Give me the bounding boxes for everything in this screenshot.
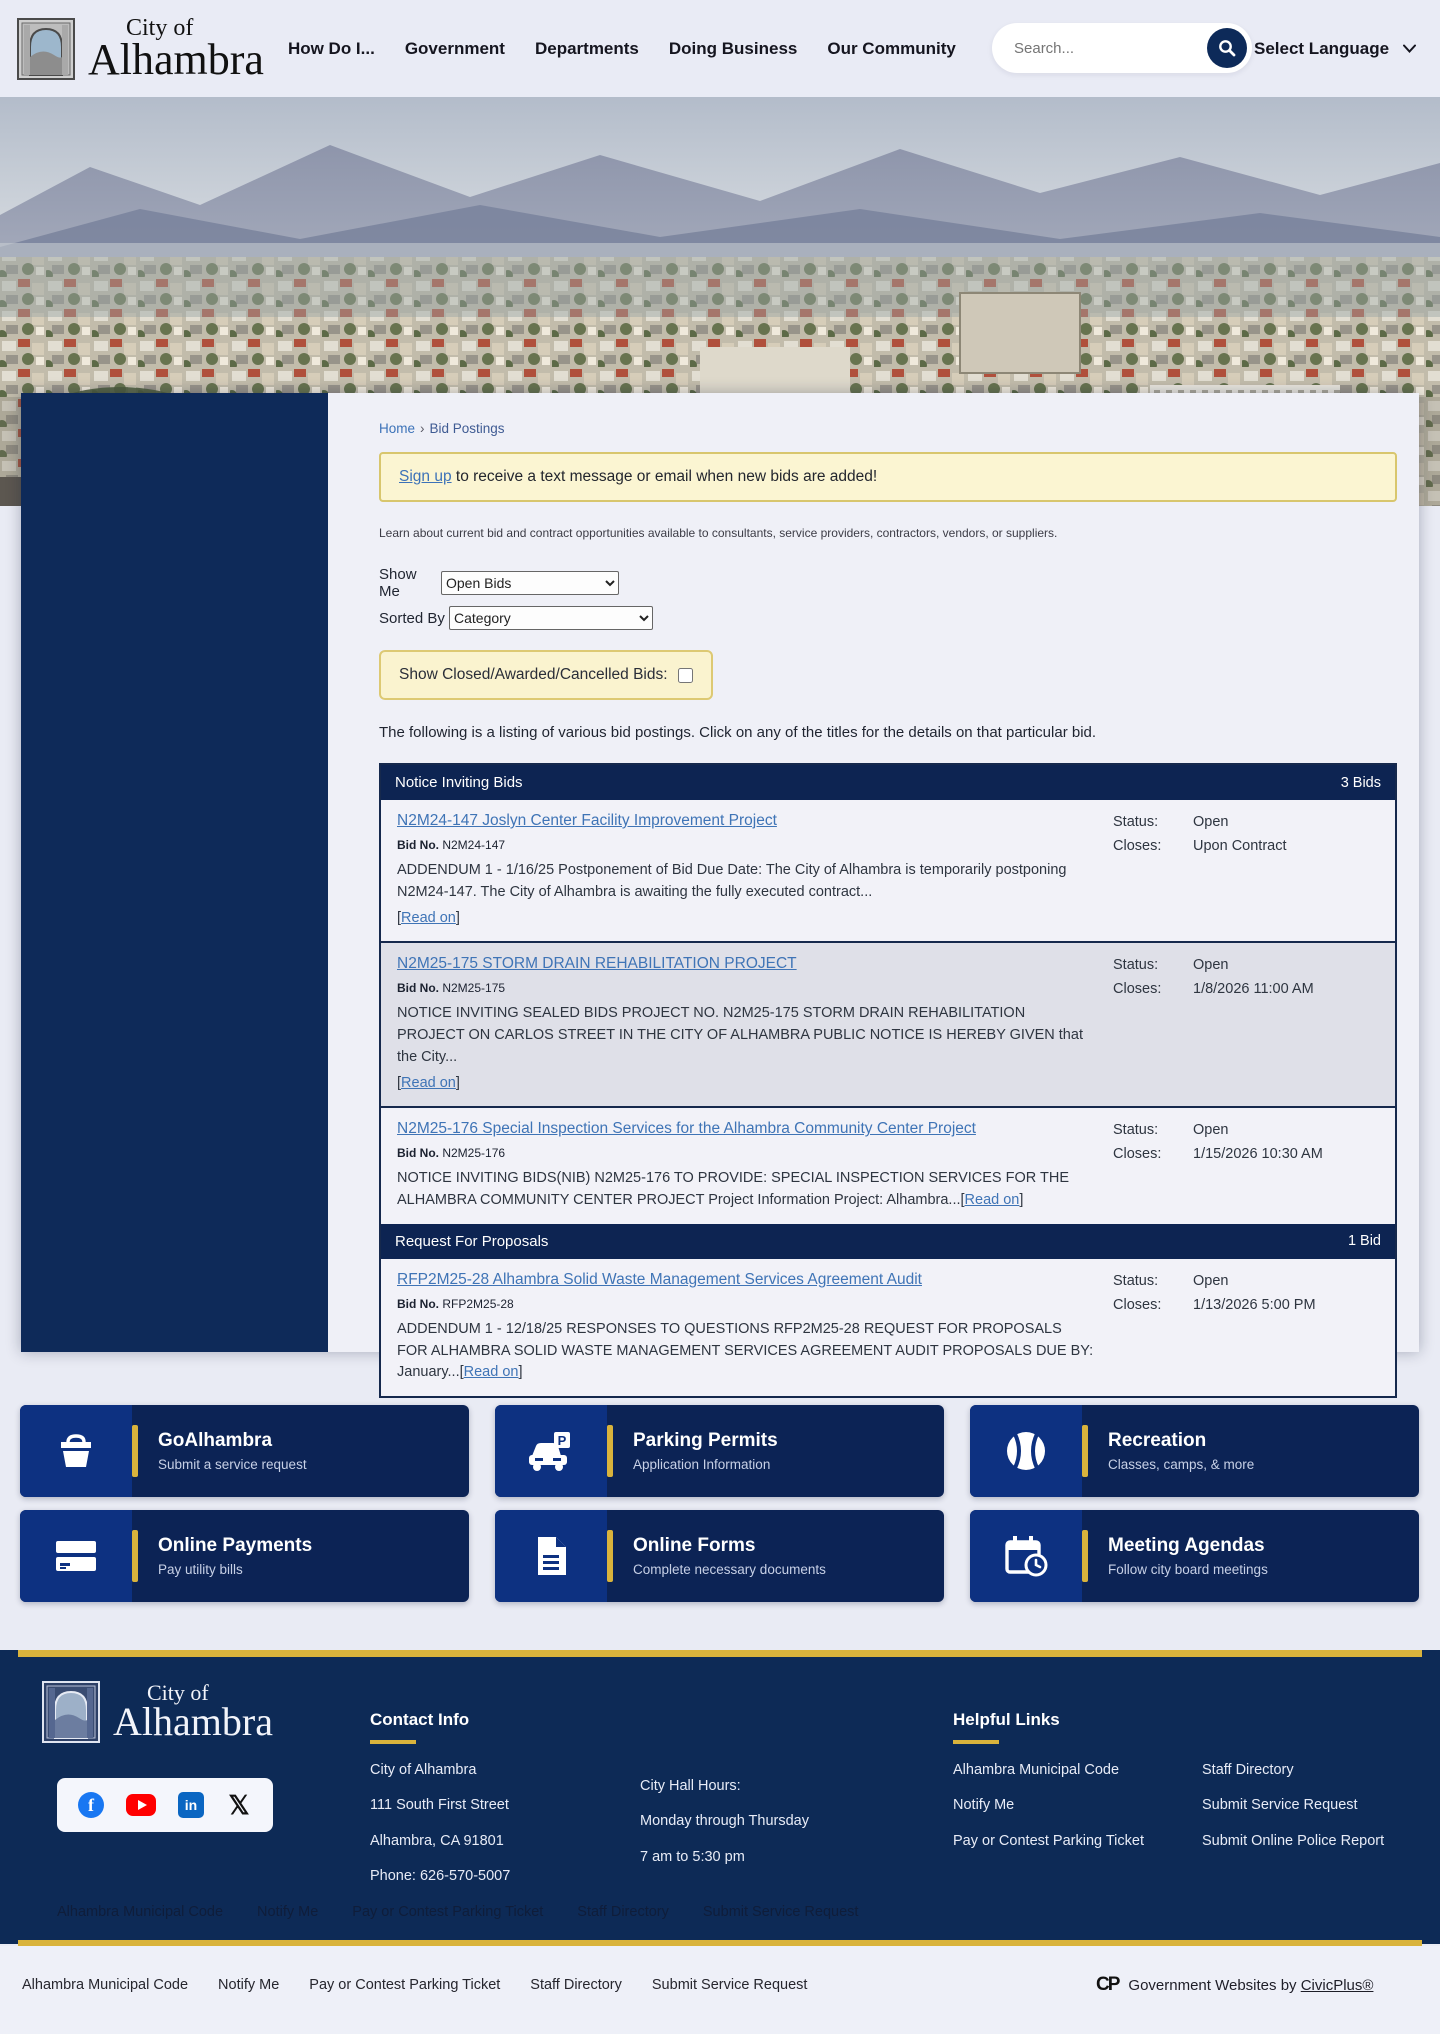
civicplus-credit (1096, 1974, 1373, 1996)
bid-number (397, 1146, 1095, 1160)
hours-line: 7 am to 5:30 pm (640, 1848, 745, 1865)
bid-info (397, 1120, 1113, 1212)
alhambra-arch-icon (14, 17, 78, 81)
bottom-bar-links (22, 1977, 807, 1993)
bid-number (397, 981, 1095, 995)
status-value: Open (1193, 1272, 1229, 1289)
tile-icon-panel (495, 1510, 607, 1602)
breadcrumb-home-link[interactable]: Home (379, 421, 416, 436)
bid-table (379, 763, 1397, 1398)
utility-link-service-request[interactable]: Submit Service Request (702, 1904, 859, 1920)
bottom-link-municipal-code[interactable]: Alhambra Municipal Code (22, 1977, 189, 1993)
status-label: Status: (1113, 1272, 1159, 1289)
search-button[interactable] (1207, 28, 1247, 68)
tile-goalhambra[interactable] (20, 1405, 469, 1497)
tile-icon-panel (20, 1510, 132, 1602)
bottom-link-staff-directory[interactable]: Staff Directory (530, 1977, 622, 1993)
civicplus-link[interactable]: CivicPlus® (1300, 1976, 1374, 1994)
bid-status-block (1113, 812, 1381, 929)
language-selector[interactable] (1254, 0, 1416, 97)
logo-alhambra: Alhambra (88, 34, 264, 84)
bottom-link-service-request[interactable]: Submit Service Request (651, 1977, 808, 1993)
section-bid-count: 1 Bid (1347, 1233, 1381, 1250)
section-title: Notice Inviting Bids (395, 774, 523, 791)
status-value: Open (1193, 814, 1229, 830)
tile-parking-permits[interactable] (495, 1405, 944, 1497)
calendar-clock-icon (1002, 1533, 1050, 1579)
footer-link-police-report[interactable]: Submit Online Police Report (1202, 1832, 1385, 1849)
tile-meeting-agendas[interactable] (970, 1510, 1419, 1602)
footer-utility-links (57, 1904, 858, 1920)
show-me-row (379, 566, 1397, 600)
baseball-icon (1003, 1428, 1049, 1474)
status-label: Status: (1113, 957, 1159, 974)
gold-accent-bar (132, 1530, 138, 1582)
footer-link-notify-me[interactable]: Notify Me (953, 1797, 1015, 1814)
bid-no-label: Bid No. (397, 1146, 439, 1161)
footer-logo-text (113, 1682, 273, 1742)
bid-title-link[interactable]: N2M24-147 Joslyn Center Facility Improvement Project (397, 812, 777, 829)
show-me-select[interactable] (441, 571, 619, 595)
section-header-request-for-proposals (381, 1224, 1395, 1259)
bid-no-label: Bid No. (397, 838, 439, 852)
bid-title-link[interactable]: RFP2M25-28 Alhambra Solid Waste Management Services Agreement Audit (397, 1270, 922, 1288)
bid-status-block (1113, 1271, 1381, 1384)
bid-no-label: Bid No. (397, 981, 439, 996)
status-value: Open (1193, 957, 1229, 974)
bid-no-value: RFP2M25-28 (442, 1296, 514, 1311)
tile-subtitle: Application Information (633, 1457, 771, 1472)
utility-link-staff-directory[interactable]: Staff Directory (577, 1904, 669, 1920)
closes-label: Closes: (1113, 1296, 1162, 1313)
contact-line: 111 South First Street (370, 1797, 509, 1814)
sorted-by-label: Sorted By (379, 609, 445, 627)
main-content (328, 393, 1419, 1381)
x-twitter-icon[interactable]: 𝕏 (228, 1789, 250, 1820)
closes-label: Closes: (1113, 981, 1162, 998)
bid-row (381, 941, 1395, 1106)
bid-number (397, 838, 1095, 852)
bid-row (381, 800, 1395, 941)
footer-link-parking-ticket[interactable]: Pay or Contest Parking Ticket (953, 1832, 1144, 1849)
civicplus-cp-icon: CP (1096, 1974, 1119, 1995)
tile-title: Online Payments (158, 1535, 313, 1556)
social-links (57, 1778, 273, 1832)
nav-how-do-i[interactable]: How Do I... (287, 38, 375, 58)
footer-link-municipal-code[interactable]: Alhambra Municipal Code (953, 1762, 1120, 1778)
sorted-by-row (379, 606, 1397, 630)
tile-subtitle: Follow city board meetings (1108, 1562, 1268, 1577)
footer-hours-column (640, 1776, 809, 1882)
search-bar (992, 23, 1252, 73)
bid-title-link[interactable]: N2M25-175 STORM DRAIN REHABILITATION PROJECT (397, 955, 797, 973)
show-closed-bids-label: Show Closed/Awarded/Cancelled Bids: (399, 666, 668, 683)
tile-title: Meeting Agendas (1108, 1535, 1265, 1556)
site-logo[interactable] (14, 16, 264, 82)
helpful-links-heading: Helpful Links (953, 1710, 1060, 1729)
tile-subtitle: Classes, camps, & more (1108, 1457, 1255, 1472)
footer-link-staff-directory[interactable]: Staff Directory (1202, 1762, 1294, 1778)
breadcrumb-separator: › (420, 421, 425, 436)
bottom-link-notify-me[interactable]: Notify Me (218, 1977, 280, 1993)
bid-no-label: Bid No. (397, 1296, 439, 1311)
logo-city-of: City of (126, 14, 194, 41)
search-icon (1218, 39, 1236, 57)
footer-helpful-links-column (953, 1710, 1384, 1866)
closes-value: 1/13/2026 5:00 PM (1193, 1296, 1316, 1313)
bid-no-value: N2M25-175 (442, 981, 506, 996)
hours-line: Monday through Thursday (640, 1813, 810, 1830)
linkedin-icon[interactable]: in (178, 1792, 204, 1818)
bid-no-value: N2M24-147 (442, 838, 506, 852)
tile-icon-panel (20, 1405, 132, 1497)
breadcrumb-current[interactable]: Bid Postings (429, 421, 505, 436)
gold-rule (370, 1740, 416, 1744)
sorted-by-select[interactable] (449, 606, 653, 630)
tile-title: Parking Permits (633, 1430, 778, 1451)
contact-heading: Contact Info (370, 1710, 470, 1729)
section-title: Request For Proposals (395, 1232, 549, 1250)
closes-value: Upon Contract (1193, 838, 1287, 854)
status-label: Status: (1113, 1122, 1159, 1139)
tile-online-payments[interactable] (20, 1510, 469, 1602)
show-me-label: Show Me (379, 566, 417, 600)
tile-subtitle: Pay utility bills (158, 1562, 243, 1577)
closes-value: 1/15/2026 10:30 AM (1193, 1146, 1323, 1163)
footer-gold-border (18, 1650, 1422, 1657)
quick-links-grid (20, 1405, 1420, 1602)
youtube-icon[interactable] (126, 1794, 156, 1816)
bid-description: ADDENDUM 1 - 12/18/25 RESPONSES TO QUESTIONS RFP2M25-28 REQUEST FOR PROPOSALS FOR ALHAMBRA SOLID WASTE MANAGEMENT SERVICES AGREEMENT AUDIT PROPOSALS DUE BY: January...[Read on] (397, 1320, 1094, 1381)
section-header-notice-inviting-bids (381, 765, 1395, 800)
contact-phone: Phone: 626-570-5007 (370, 1867, 511, 1884)
tile-online-forms[interactable] (495, 1510, 944, 1602)
bid-no-value: N2M25-176 (442, 1146, 506, 1161)
bottom-gold-divider (18, 1940, 1422, 1946)
tile-icon-panel (495, 1405, 607, 1497)
document-icon (530, 1533, 572, 1579)
signup-link[interactable]: Sign up (399, 468, 452, 485)
intro-note: Learn about current bid and contract opportunities available to consultants, service providers, contractors, vendors, or suppliers. (379, 526, 1058, 540)
language-label: Select Language (1254, 38, 1390, 58)
gold-accent-bar (607, 1425, 613, 1477)
listing-intro: The following is a listing of various bid postings. Click on any of the titles for the details on that particular bid. (379, 724, 1097, 741)
bid-status-block (1113, 1120, 1381, 1212)
utility-link-municipal-code[interactable]: Alhambra Municipal Code (57, 1904, 224, 1920)
main-nav (288, 39, 956, 59)
read-on-link[interactable]: Read on (463, 1364, 519, 1381)
content-card (21, 393, 1419, 1381)
hours-line: City Hall Hours: (640, 1778, 741, 1794)
logo-alhambra: Alhambra (113, 1699, 273, 1744)
nav-our-community[interactable]: Our Community (827, 38, 956, 58)
site-logo-text (88, 16, 264, 82)
breadcrumb (379, 421, 1397, 436)
bid-info (397, 812, 1113, 929)
contact-line: Alhambra, CA 91801 (370, 1832, 504, 1849)
nav-doing-business[interactable]: Doing Business (668, 38, 798, 58)
nav-departments[interactable]: Departments (534, 38, 639, 58)
alhambra-arch-icon (39, 1680, 103, 1744)
utility-link-notify-me[interactable]: Notify Me (257, 1904, 319, 1920)
tile-title: GoAlhambra (158, 1430, 273, 1451)
show-closed-bids-box (379, 650, 713, 700)
bid-number (397, 1297, 1095, 1311)
logo-city-of: City of (147, 1680, 209, 1705)
tile-title: Recreation (1108, 1430, 1207, 1451)
bid-row (381, 1259, 1395, 1396)
search-input[interactable] (1014, 40, 1174, 57)
bid-info (397, 1271, 1113, 1384)
section-bid-count: 3 Bids (1340, 774, 1381, 791)
tile-title: Online Forms (633, 1535, 756, 1556)
basket-icon (53, 1428, 99, 1474)
footer-contact-column (370, 1710, 510, 1901)
status-value: Open (1193, 1122, 1229, 1139)
gold-accent-bar (1082, 1530, 1088, 1582)
site-header (0, 0, 1440, 97)
tile-subtitle: Submit a service request (158, 1457, 307, 1472)
gold-rule (953, 1740, 999, 1744)
left-sidebar-panel (21, 393, 328, 1352)
read-on-link[interactable]: Read on (401, 909, 456, 926)
footer-link-service-request[interactable]: Submit Service Request (1202, 1797, 1358, 1814)
nav-government[interactable]: Government (404, 38, 505, 58)
bid-status-block (1113, 955, 1381, 1094)
read-on-link[interactable]: Read on (964, 1192, 1020, 1208)
gold-accent-bar (1082, 1425, 1088, 1477)
site-footer (0, 1650, 1440, 1944)
tile-recreation[interactable] (970, 1405, 1419, 1497)
tile-icon-panel (970, 1510, 1082, 1602)
footer-logo (39, 1680, 273, 1744)
contact-line: City of Alhambra (370, 1762, 477, 1778)
chevron-down-icon (1403, 44, 1416, 53)
bid-description: ADDENDUM 1 - 1/16/25 Postponement of Bid Due Date: The City of Alhambra is temporarily postponing N2M24-147. The City of Alhambra is awaiting the fully executed contract... [Read on] (397, 862, 1067, 926)
facebook-icon[interactable]: f (78, 1792, 104, 1818)
bottom-bar (0, 1946, 1440, 2034)
closes-label: Closes: (1113, 1146, 1162, 1163)
utility-link-parking-ticket[interactable]: Pay or Contest Parking Ticket (352, 1904, 544, 1920)
status-label: Status: (1113, 814, 1159, 830)
tile-icon-panel (970, 1405, 1082, 1497)
closes-label: Closes: (1113, 838, 1162, 854)
bid-row (381, 1106, 1395, 1224)
tile-subtitle: Complete necessary documents (633, 1562, 826, 1577)
gold-accent-bar (607, 1530, 613, 1582)
signup-banner (379, 452, 1397, 502)
bid-description: NOTICE INVITING SEALED BIDS PROJECT NO. N2M25-175 STORM DRAIN REHABILITATION PROJECT ON CARLOS STREET IN THE CITY OF ALHAMBRA PUBLIC NOTICE IS HEREBY GIVEN that the City... [Read on] (397, 1005, 1083, 1091)
show-closed-bids-checkbox[interactable] (678, 668, 693, 683)
svg-text:P: P (557, 1433, 567, 1448)
bid-description: NOTICE INVITING BIDS(NIB) N2M25-176 TO PROVIDE: SPECIAL INSPECTION SERVICES FOR THE ALHAMBRA COMMUNITY CENTER PROJECT Project Information Project: Alhambra...[Read on] (397, 1170, 1069, 1208)
credit-card-icon (52, 1533, 100, 1579)
gold-accent-bar (132, 1425, 138, 1477)
bid-title-link[interactable]: N2M25-176 Special Inspection Services for the Alhambra Community Center Project (397, 1120, 976, 1138)
read-on-link[interactable]: Read on (401, 1074, 456, 1091)
bottom-link-parking-ticket[interactable]: Pay or Contest Parking Ticket (309, 1977, 501, 1993)
car-parking-icon (526, 1428, 576, 1474)
bid-info (397, 955, 1113, 1094)
signup-banner-text: to receive a text message or email when new bids are added! (451, 468, 878, 485)
credit-prefix: Government Websites by (1128, 1976, 1297, 1994)
closes-value: 1/8/2026 11:00 AM (1193, 981, 1314, 998)
